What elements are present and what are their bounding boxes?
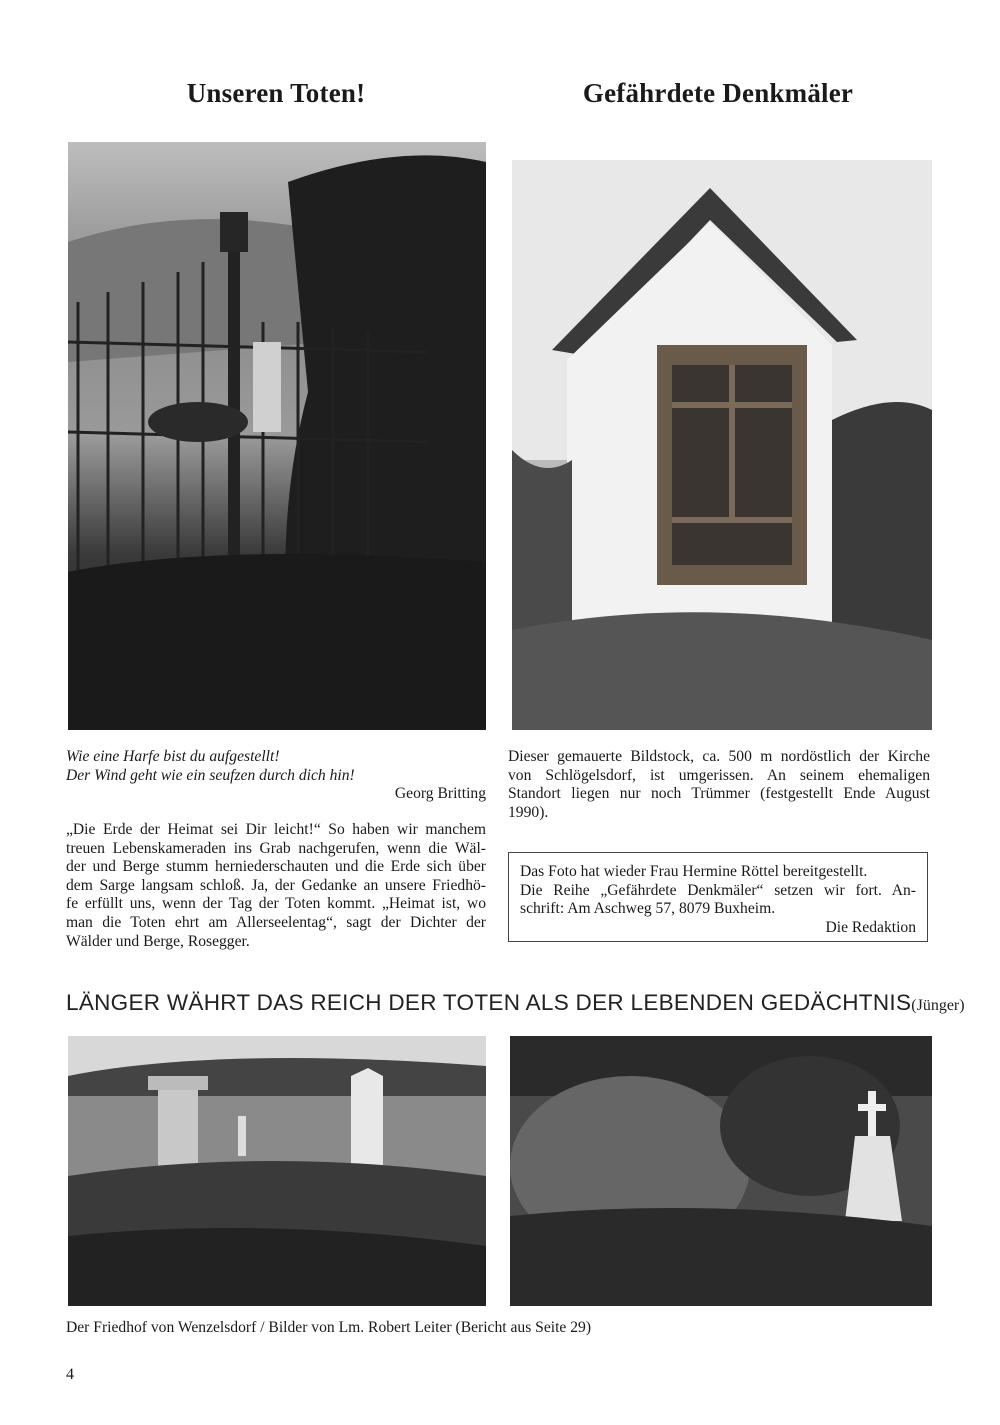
section-heading-text: LÄNGER WÄHRT DAS REICH DER TOTEN ALS DER LEBENDEN GEDÄCHTNIS bbox=[66, 990, 912, 1015]
photo-overgrown-grave-cross bbox=[510, 1036, 932, 1306]
paragraph-line: der und Berge stumm herniederschauten und die Erde sich über bbox=[66, 858, 486, 876]
bottom-caption: Der Friedhof von Wenzelsdorf / Bilder von Lm. Robert Leiter (Bericht aus Seite 29) bbox=[66, 1319, 592, 1336]
poem bbox=[66, 748, 396, 785]
notice-box bbox=[508, 852, 928, 942]
poem-author: Georg Britting bbox=[394, 785, 486, 802]
page-number: 4 bbox=[66, 1366, 74, 1383]
title-gefaehrdete-denkmaeler: Gefährdete Denkmäler bbox=[582, 78, 854, 108]
section-heading bbox=[66, 990, 965, 1016]
paragraph-line: Standort liegen nur noch Trümmer (festgestellt Ende August bbox=[508, 785, 930, 803]
paragraph-line: von Schlögelsdorf, ist umgerissen. An seinem ehemaligen bbox=[508, 766, 930, 784]
paragraph-line: Dieser gemauerte Bildstock, ca. 500 m nordöstlich der Kirche bbox=[508, 748, 930, 765]
notice-line: Das Foto hat wieder Frau Hermine Röttel bereitgestellt. bbox=[520, 863, 868, 880]
paragraph-line: treuen Lebenskameraden ins Grab nachgerufen, wenn die Wäl- bbox=[66, 839, 486, 857]
photo-cemetery-gate bbox=[68, 142, 486, 730]
notice-line: schrift: Am Aschweg 57, 8079 Buxheim. bbox=[520, 900, 776, 918]
poem-line: Der Wind geht wie ein seufzen durch dich hin! bbox=[66, 766, 355, 784]
paragraph-line: man die Toten ehrt am Allerseelentag“, sagt der Dichter der bbox=[66, 913, 486, 931]
paragraph-line: „Die Erde der Heimat sei Dir leicht!“ So haben wir manchem bbox=[66, 821, 486, 838]
poem-line: Wie eine Harfe bist du aufgestellt! bbox=[66, 748, 280, 765]
photo-wayside-shrine bbox=[512, 160, 932, 730]
paragraph-line: Wälder und Berge, Rosegger. bbox=[66, 932, 250, 950]
paragraph-line: dem Sarge langsam schloß. Ja, der Gedanke an unsere Friedhö- bbox=[66, 876, 486, 894]
left-paragraph bbox=[66, 821, 486, 951]
paragraph-line: fe erfüllt uns, wenn der Tag der Toten kommt. „Heimat ist, wo bbox=[66, 895, 486, 913]
notice-line: Die Reihe „Gefährdete Denkmäler“ setzen wir fort. An- bbox=[520, 881, 916, 899]
right-paragraph bbox=[508, 748, 930, 822]
photo-cemetery-gravestones bbox=[68, 1036, 486, 1306]
section-heading-attribution: (Jünger) bbox=[911, 997, 965, 1014]
paragraph-line: 1990). bbox=[508, 803, 549, 821]
title-unseren-toten: Unseren Toten! bbox=[186, 78, 366, 108]
notice-signature: Die Redaktion bbox=[825, 918, 916, 936]
